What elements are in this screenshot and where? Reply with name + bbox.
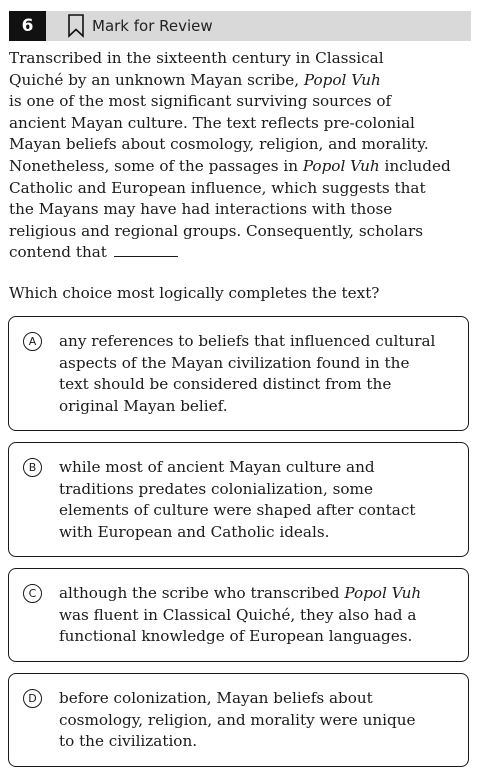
text-line <box>59 522 467 544</box>
text-line <box>59 374 467 396</box>
passage-text <box>9 48 475 264</box>
text-line <box>59 396 467 418</box>
choice-c[interactable] <box>8 568 469 662</box>
text-segment: Catholic and European influence, which suggests that <box>9 178 426 197</box>
text-line <box>9 178 475 200</box>
text-line <box>59 500 467 522</box>
choice-a[interactable] <box>8 316 469 431</box>
text-line <box>59 731 467 753</box>
text-segment: text should be considered distinct from the <box>59 375 392 394</box>
text-segment: religious and regional groups. Consequently, scholars <box>9 221 424 240</box>
text-segment: contend that <box>9 243 112 262</box>
text-line <box>9 134 475 156</box>
text-line <box>9 221 475 243</box>
text-segment: ancient Mayan culture. The text reflects pre-colonial <box>9 113 415 132</box>
text-line <box>59 457 467 479</box>
text-line <box>59 626 467 648</box>
italic-title: Popol Vuh <box>303 70 381 89</box>
text-line <box>9 91 475 113</box>
text-line <box>59 710 467 732</box>
text-line <box>59 479 467 501</box>
mark-for-review-label: Mark for Review <box>92 17 213 35</box>
text-segment: although the scribe who transcribed <box>59 584 345 602</box>
text-segment: functional knowledge of European languages. <box>59 627 413 646</box>
text-line <box>59 331 467 353</box>
text-segment: with European and Catholic ideals. <box>59 522 330 541</box>
text-segment: traditions predates colonialization, some <box>59 479 373 498</box>
text-line <box>9 113 475 135</box>
question-prompt: Which choice most logically completes the text? <box>9 284 380 302</box>
text-line <box>9 156 475 178</box>
choice-d[interactable] <box>8 673 469 767</box>
text-line <box>59 353 467 375</box>
text-line <box>59 688 467 710</box>
text-segment: included <box>379 156 451 175</box>
text-segment: while most of ancient Mayan culture and <box>59 458 375 476</box>
text-segment: elements of culture were shaped after contact <box>59 501 416 520</box>
choice-text-a <box>59 331 467 417</box>
text-segment: any references to beliefs that influenced cultural <box>59 332 436 350</box>
text-segment: is one of the most significant surviving sources of <box>9 92 392 111</box>
choice-letter-d: D <box>23 689 42 708</box>
text-line <box>9 242 475 264</box>
choice-text-c <box>59 583 467 648</box>
text-segment: to the civilization. <box>59 732 198 751</box>
text-segment: Nonetheless, some of the passages in <box>9 156 303 175</box>
mark-for-review-button[interactable] <box>67 11 213 41</box>
text-segment: the Mayans may have had interactions with those <box>9 200 393 219</box>
text-segment: Mayan beliefs about cosmology, religion, and morality. <box>9 135 429 154</box>
choice-letter-a: A <box>23 332 42 351</box>
italic-title: Popol Vuh <box>344 584 422 602</box>
question-number: 6 <box>9 11 46 41</box>
text-segment: Quiché by an unknown Mayan scribe, <box>9 70 304 89</box>
text-segment: was fluent in Classical Quiché, they also had a <box>59 605 417 624</box>
bookmark-icon <box>67 14 85 38</box>
choice-text-d <box>59 688 467 753</box>
answer-blank <box>114 242 178 257</box>
text-line <box>9 48 475 70</box>
choice-text-b <box>59 457 467 543</box>
text-line <box>9 70 475 92</box>
text-segment: aspects of the Mayan civilization found in the <box>59 353 410 372</box>
choice-letter-b: B <box>23 458 42 477</box>
text-segment: Transcribed in the sixteenth century in Classical <box>9 49 384 67</box>
text-line <box>59 605 467 627</box>
question-header <box>9 11 471 41</box>
italic-title: Popol Vuh <box>302 156 380 175</box>
text-line <box>9 199 475 221</box>
choice-b[interactable] <box>8 442 469 557</box>
text-segment: before colonization, Mayan beliefs about <box>59 689 373 707</box>
text-segment: original Mayan belief. <box>59 396 228 415</box>
text-line <box>59 583 467 605</box>
choice-letter-c: C <box>23 584 42 603</box>
text-segment: cosmology, religion, and morality were unique <box>59 710 416 729</box>
